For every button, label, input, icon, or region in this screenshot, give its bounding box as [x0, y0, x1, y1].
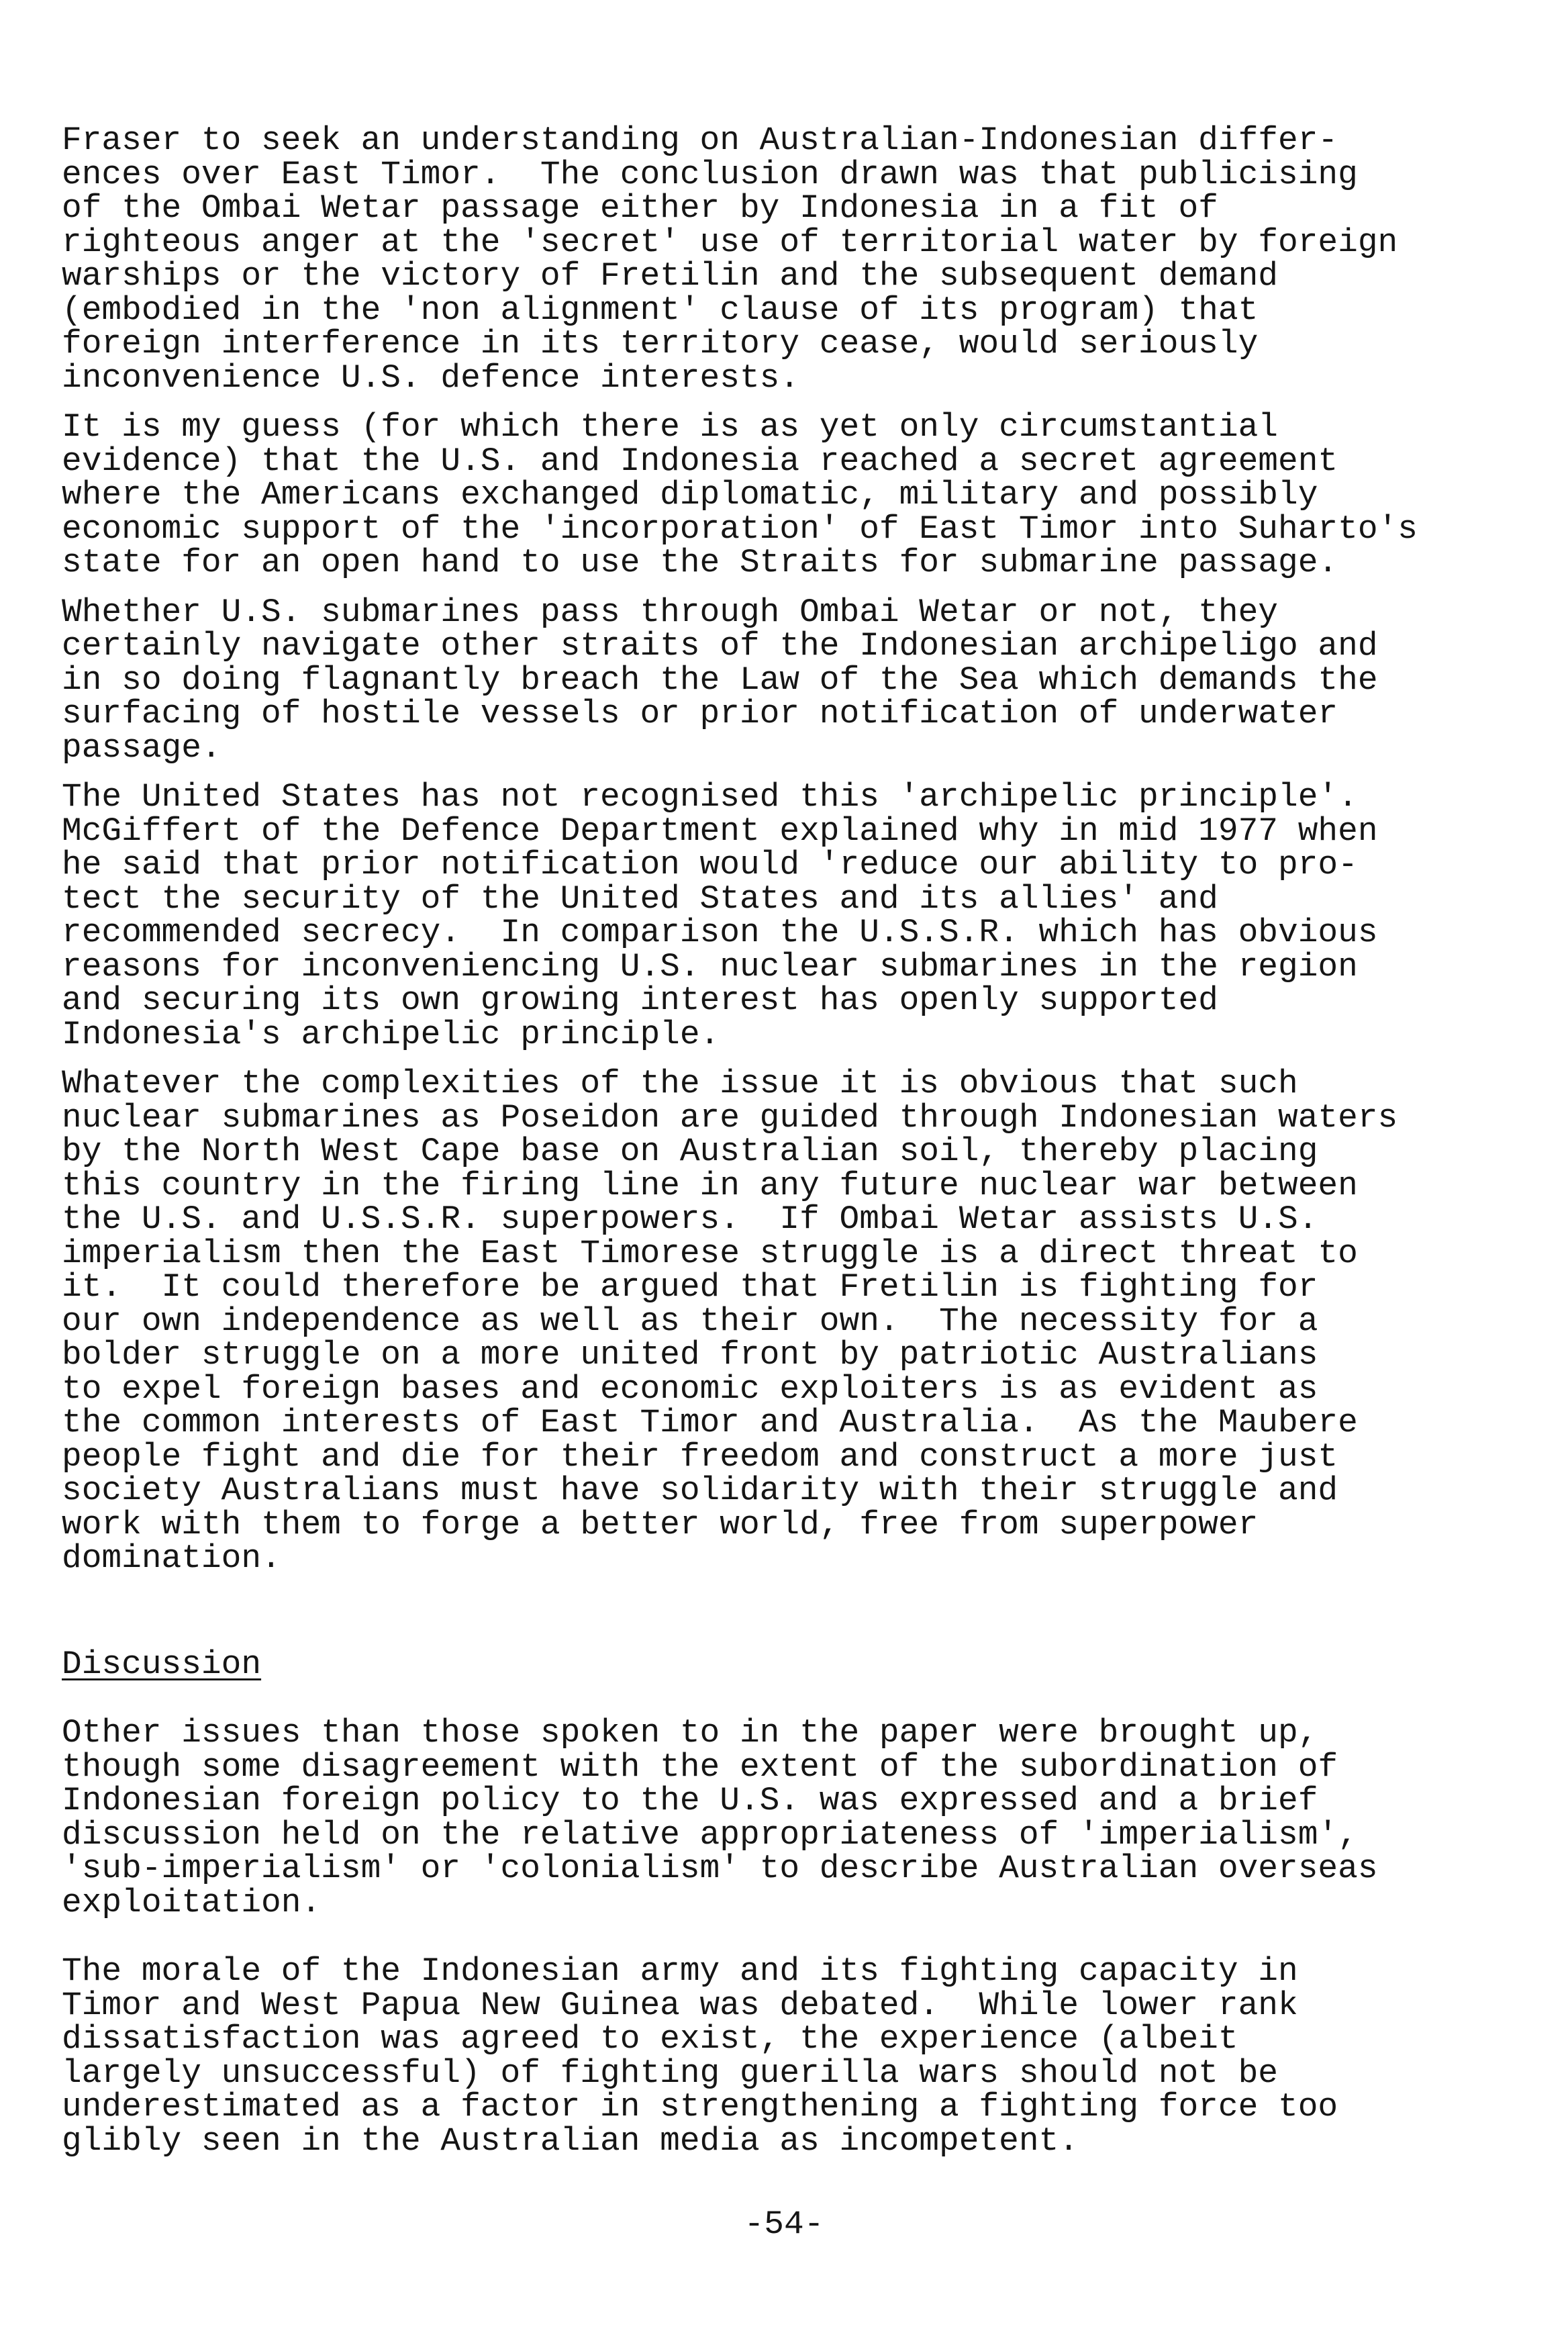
body-paragraph-1: Fraser to seek an understanding on Australian-Indonesian differ- ences over East Timor. The conclusion drawn was that publicising of the Ombai Wetar passage either by Indonesia in a fit of righteous anger at the 'secret' use of territorial water by foreign warships or the victory of Fretilin and the subsequent demand (embodied in the 'non alignment' clause of its program) that foreign interference in its territory cease, would seriously inconvenience U.S. defence interests. — [62, 122, 1398, 397]
discussion-paragraph-1: Other issues than those spoken to in the paper were brought up, though some disagreement with the extent of the subordination of Indonesian foreign policy to the U.S. was expressed and a brief discussion held on the relative appropriateness of 'imperialism', 'sub-imperialism' or 'colonialism' to describe Australian overseas exploitation. — [62, 1714, 1378, 1921]
body-paragraph-4: The United States has not recognised this 'archipelic principle'. McGiffert of the Defence Department explained why in mid 1977 when he said that prior notification would 'reduce our ability to pro- tect the security of the United States and its allies' and recommended secrecy. In comparison the U.S.S.R. which has obvious reasons for inconveniencing U.S. nuclear submarines in the region and securing its own growing interest has openly supported Indonesia's archipelic principle. — [62, 778, 1378, 1053]
page-number: -54- — [744, 2205, 824, 2243]
body-paragraph-3: Whether U.S. submarines pass through Ombai Wetar or not, they certainly navigate other straits of the Indonesian archipeligo and in so doing flagnantly breach the Law of the Sea which demands the surfacing of hostile vessels or prior notification of underwater passage. — [62, 593, 1378, 767]
discussion-paragraph-2: The morale of the Indonesian army and its fighting capacity in Timor and West Papua New Guinea was debated. While lower rank dissatisfaction was agreed to exist, the experience (albeit largely unsuccessful) of fighting guerilla wars should not be underestimated as a factor in strengthening a fighting force too glibly seen in the Australian media as incompetent. — [62, 1952, 1338, 2160]
body-paragraph-2: It is my guess (for which there is as yet only circumstantial evidence) that the U.S. and Indonesia reached a secret agreement where the Americans exchanged diplomatic, military and possibly economic support of the 'incorporation' of East Timor into Suharto's state for an open hand to use the Straits for submarine passage. — [62, 408, 1418, 581]
body-paragraph-5: Whatever the complexities of the issue it is obvious that such nuclear submarines as Poseidon are guided through Indonesian waters by the North West Cape base on Australian soil, thereby placing this country in the firing line in any future nuclear war between the U.S. and U.S.S.R. superpowers. If Ombai Wetar assists U.S. imperialism then the East Timorese struggle is a direct threat to it. It could therefore be argued that Fretilin is fighting for our own independence as well as their own. The necessity for a bolder struggle on a more united front by patriotic Australians to expel foreign bases and economic exploiters is as evident as the common interests of East Timor and Australia. As the Maubere people fight and die for their freedom and construct a more just society Australians must have solidarity with their struggle and work with them to forge a better world, free from superpower domination. — [62, 1065, 1398, 1577]
document-body — [62, 124, 1505, 1576]
discussion-heading: Discussion — [62, 1646, 262, 1683]
